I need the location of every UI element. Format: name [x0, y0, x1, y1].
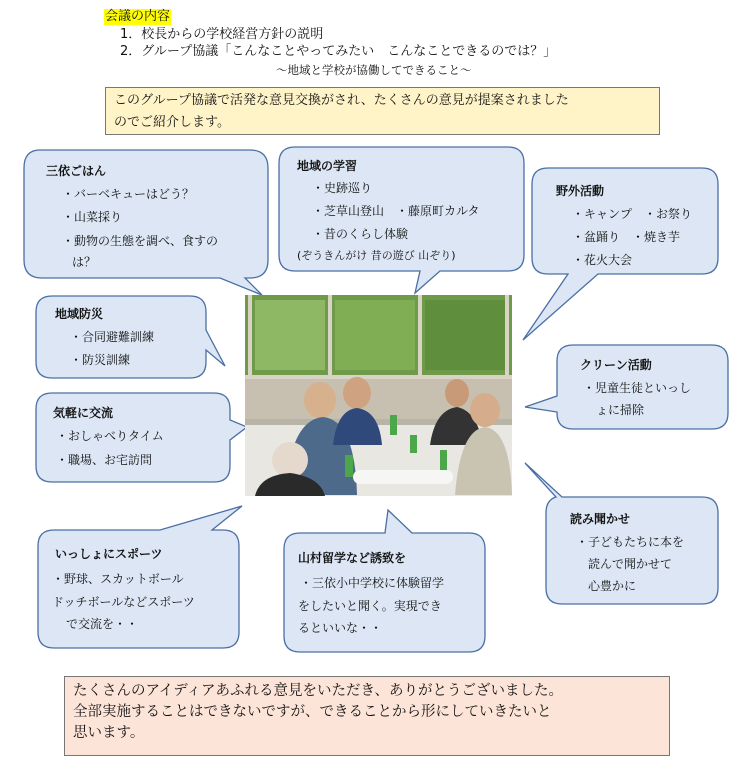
bubble-chiiki-gakushu-item: ・史跡巡り — [312, 181, 373, 195]
closing-box — [64, 676, 670, 756]
intro-line-1: このグループ協議で活発な意見交換がされ、たくさんの意見が提案されました — [114, 93, 569, 108]
bubble-chiiki-gakushu-item: ・昔のくらし体験 — [312, 227, 409, 241]
bubble-sports-item: ・野球、スカットボール — [52, 572, 184, 586]
intro-line-2: のでご紹介します。 — [114, 115, 230, 130]
bubble-chiiki-gakushu-item: (ぞうきんがけ 昔の遊び 山ぞり) — [297, 249, 456, 262]
bubble-sanyori-item: ・動物の生態を調べ、食すの — [62, 234, 219, 248]
bubble-sports-title: いっしょにスポーツ — [55, 547, 163, 561]
meeting-content-label: 会議の内容 — [105, 9, 171, 24]
bubble-yagai-title: 野外活動 — [556, 184, 605, 198]
bubble-yagai-item: ・花火大会 — [572, 253, 633, 267]
bubble-ryugaku-title: 山村留学など誘致を — [298, 551, 407, 565]
bubble-kouryu-item: ・職場、お宅訪問 — [56, 453, 153, 467]
bubble-yomikikase-item: 読んで聞かせて — [588, 557, 673, 571]
bubble-yagai-item: ・キャンプ ・お祭り — [572, 207, 693, 221]
bubble-bosai-item: ・合同避難訓練 — [70, 330, 155, 344]
bubble-kouryu-item: ・おしゃべりタイム — [56, 429, 164, 443]
bubble-sanyori-item: は？ — [72, 255, 97, 269]
closing-line-3: 思います。 — [73, 725, 145, 741]
meeting-photo — [245, 295, 512, 496]
bubble-chiiki-gakushu-item: ・芝草山登山 ・藤原町カルタ — [312, 204, 480, 218]
bubble-yagai-item: ・盆踊り ・焼き芋 — [572, 230, 681, 244]
bubble-sports-item: で交流を・・ — [66, 617, 139, 631]
bubble-yomikikase-item: 心豊かに — [588, 579, 637, 593]
bubble-ryugaku-item: をしたいと聞く。実現でき — [298, 599, 442, 613]
closing-line-1: たくさんのアイディアあふれる意見をいただき、ありがとうございました。 — [73, 683, 563, 699]
bubble-ryugaku-item: るといいな・・ — [298, 621, 383, 635]
bubble-clean-item: ・児童生徒といっし — [583, 381, 692, 395]
bubble-yomikikase-item: ・子どもたちに本を — [576, 535, 685, 549]
bubble-kouryu-title: 気軽に交流 — [53, 406, 114, 420]
agenda-subtitle: ～地域と学校が協働してできること～ — [276, 63, 472, 77]
bubble-bosai-title: 地域防災 — [55, 307, 104, 321]
bubble-yomikikase-title: 読み聞かせ — [570, 512, 631, 526]
bubble-ryugaku-item: ・三依小中学校に体験留学 — [300, 576, 445, 590]
agenda-item-2: 2．グループ協議「こんなことやってみたい こんなことできるのでは？」 — [120, 44, 557, 59]
bubble-sanyori-title: 三依ごはん — [46, 164, 107, 178]
bubble-bosai-item: ・防災訓練 — [70, 353, 131, 367]
closing-line-2: 全部実施することはできないですが、できることから形にしていきたいと — [73, 704, 552, 720]
bubble-sanyori-item: ・バーベキューはどう？ — [62, 187, 195, 201]
bubble-chiiki-gakushu-title: 地域の学習 — [297, 159, 358, 173]
bubble-clean-title: クリーン活動 — [580, 358, 652, 372]
bubble-clean-item: ょに掃除 — [596, 403, 645, 417]
bubble-sanyori-item: ・山菜採り — [62, 210, 123, 224]
agenda-item-1: 1．校長からの学校経営方針の説明 — [120, 27, 324, 42]
bubble-sports-item: ドッチボールなどスポーツ — [52, 595, 195, 609]
